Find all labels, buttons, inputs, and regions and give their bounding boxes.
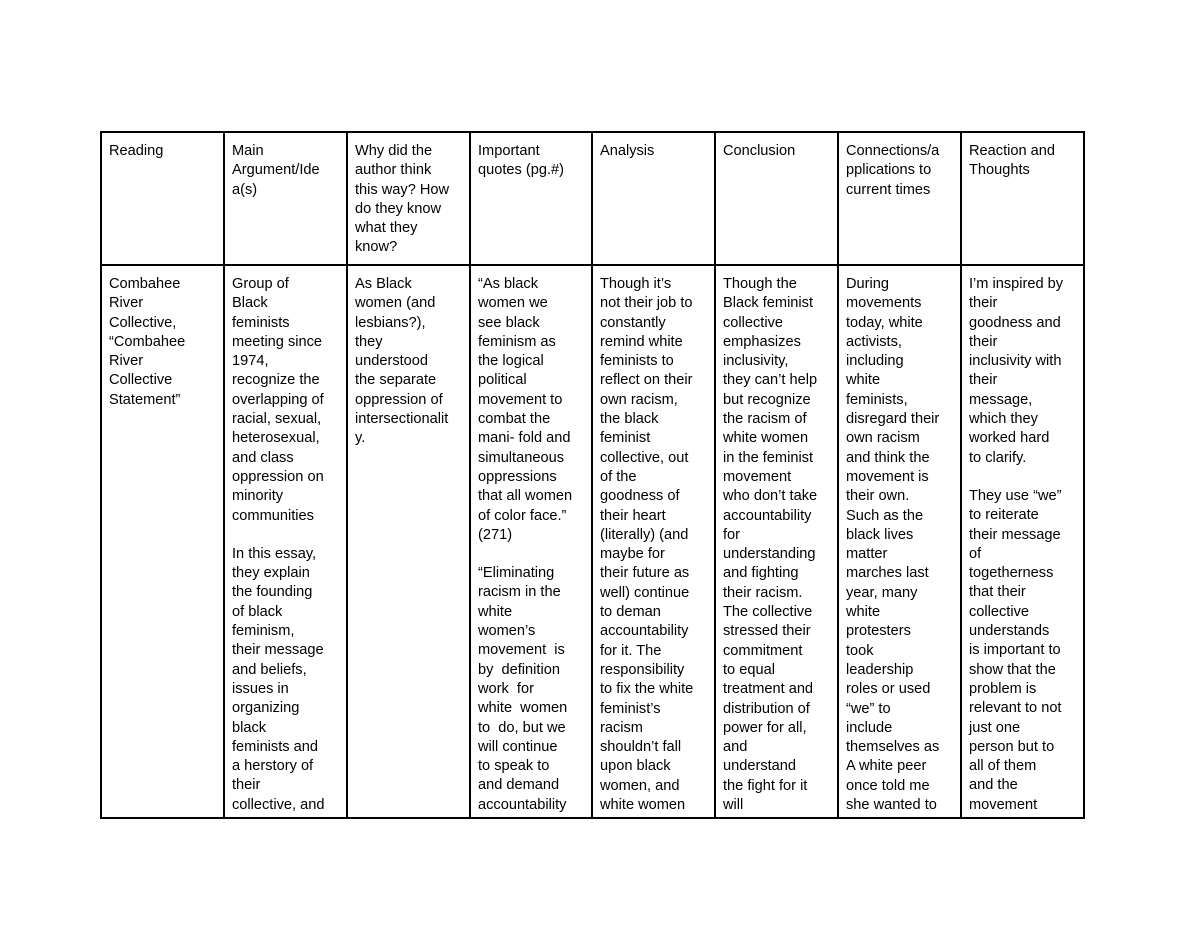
- cell-main-argument: [224, 265, 347, 818]
- cell-important-quotes: [470, 265, 592, 818]
- quote-paragraph: “As black women we see black feminism as the logical political movement to combat the mani- fold and simultaneous oppressions that all women of color face.” (271): [478, 276, 573, 543]
- table-row: [101, 265, 1084, 818]
- header-cell-connections: Connections/a pplications to current times: [838, 132, 961, 265]
- header-cell-important-quotes: Important quotes (pg.#): [470, 132, 592, 265]
- cell-conclusion: Though the Black feminist collective emphasizes inclusivity, they can’t help but recognize the racism of white women in the feminist movement who don’t take accountability for understanding and fighting their racism. The collective stressed their commitment to equal treatment and distribution of power for all, and understand the fight for it will: [715, 265, 838, 818]
- cell-reaction: [961, 265, 1084, 818]
- main-argument-paragraph: Group of Black feminists meeting since 1974, recognize the overlapping of racial, sexual, heterosexual, and class oppression on minority communities: [232, 276, 324, 524]
- header-cell-conclusion: Conclusion: [715, 132, 838, 265]
- cell-connections: During movements today, white activists, including white feminists, disregard their own racism and think the movement is their own. Such as the black lives matter marches last year, many white protesters took leadership roles or used “we” to include themselves as A white peer once told me she wanted to: [838, 265, 961, 818]
- header-cell-analysis: Analysis: [592, 132, 715, 265]
- header-cell-reaction: Reaction and Thoughts: [961, 132, 1084, 265]
- header-cell-main-argument: Main Argument/Ide a(s): [224, 132, 347, 265]
- main-argument-paragraph: In this essay, they explain the founding of black feminism, their message and beliefs, issues in organizing black feminists and a herstory of their collective, and: [232, 545, 325, 813]
- reading-response-table: [100, 131, 1085, 819]
- quote-paragraph: “Eliminating racism in the white women’s movement is by definition work for white women to do, but we will continue to speak to and demand accountability: [478, 565, 568, 813]
- reaction-paragraph: They use “we” to reiterate their message of togetherness that their collective understands is important to show that the problem is relevant to not just one person but to all of them and the movement: [969, 487, 1062, 813]
- cell-reading: Combahee River Collective, “Combahee River Collective Statement”: [101, 265, 224, 818]
- header-cell-why: Why did the author think this way? How do they know what they know?: [347, 132, 470, 265]
- header-cell-reading: Reading: [101, 132, 224, 265]
- header-row: [101, 132, 1084, 265]
- reaction-paragraph: I’m inspired by their goodness and their inclusivity with their message, which they worked hard to clarify.: [969, 276, 1064, 466]
- cell-analysis: Though it’s not their job to constantly remind white feminists to reflect on their own racism, the black feminist collective, out of the goodness of their heart (literally) (and maybe for their future as well) continue to deman accountability for it. The responsibility to fix the white feminist’s racism shouldn’t fall upon black women, and white women: [592, 265, 715, 818]
- cell-why: As Black women (and lesbians?), they understood the separate oppression of intersectionalit y.: [347, 265, 470, 818]
